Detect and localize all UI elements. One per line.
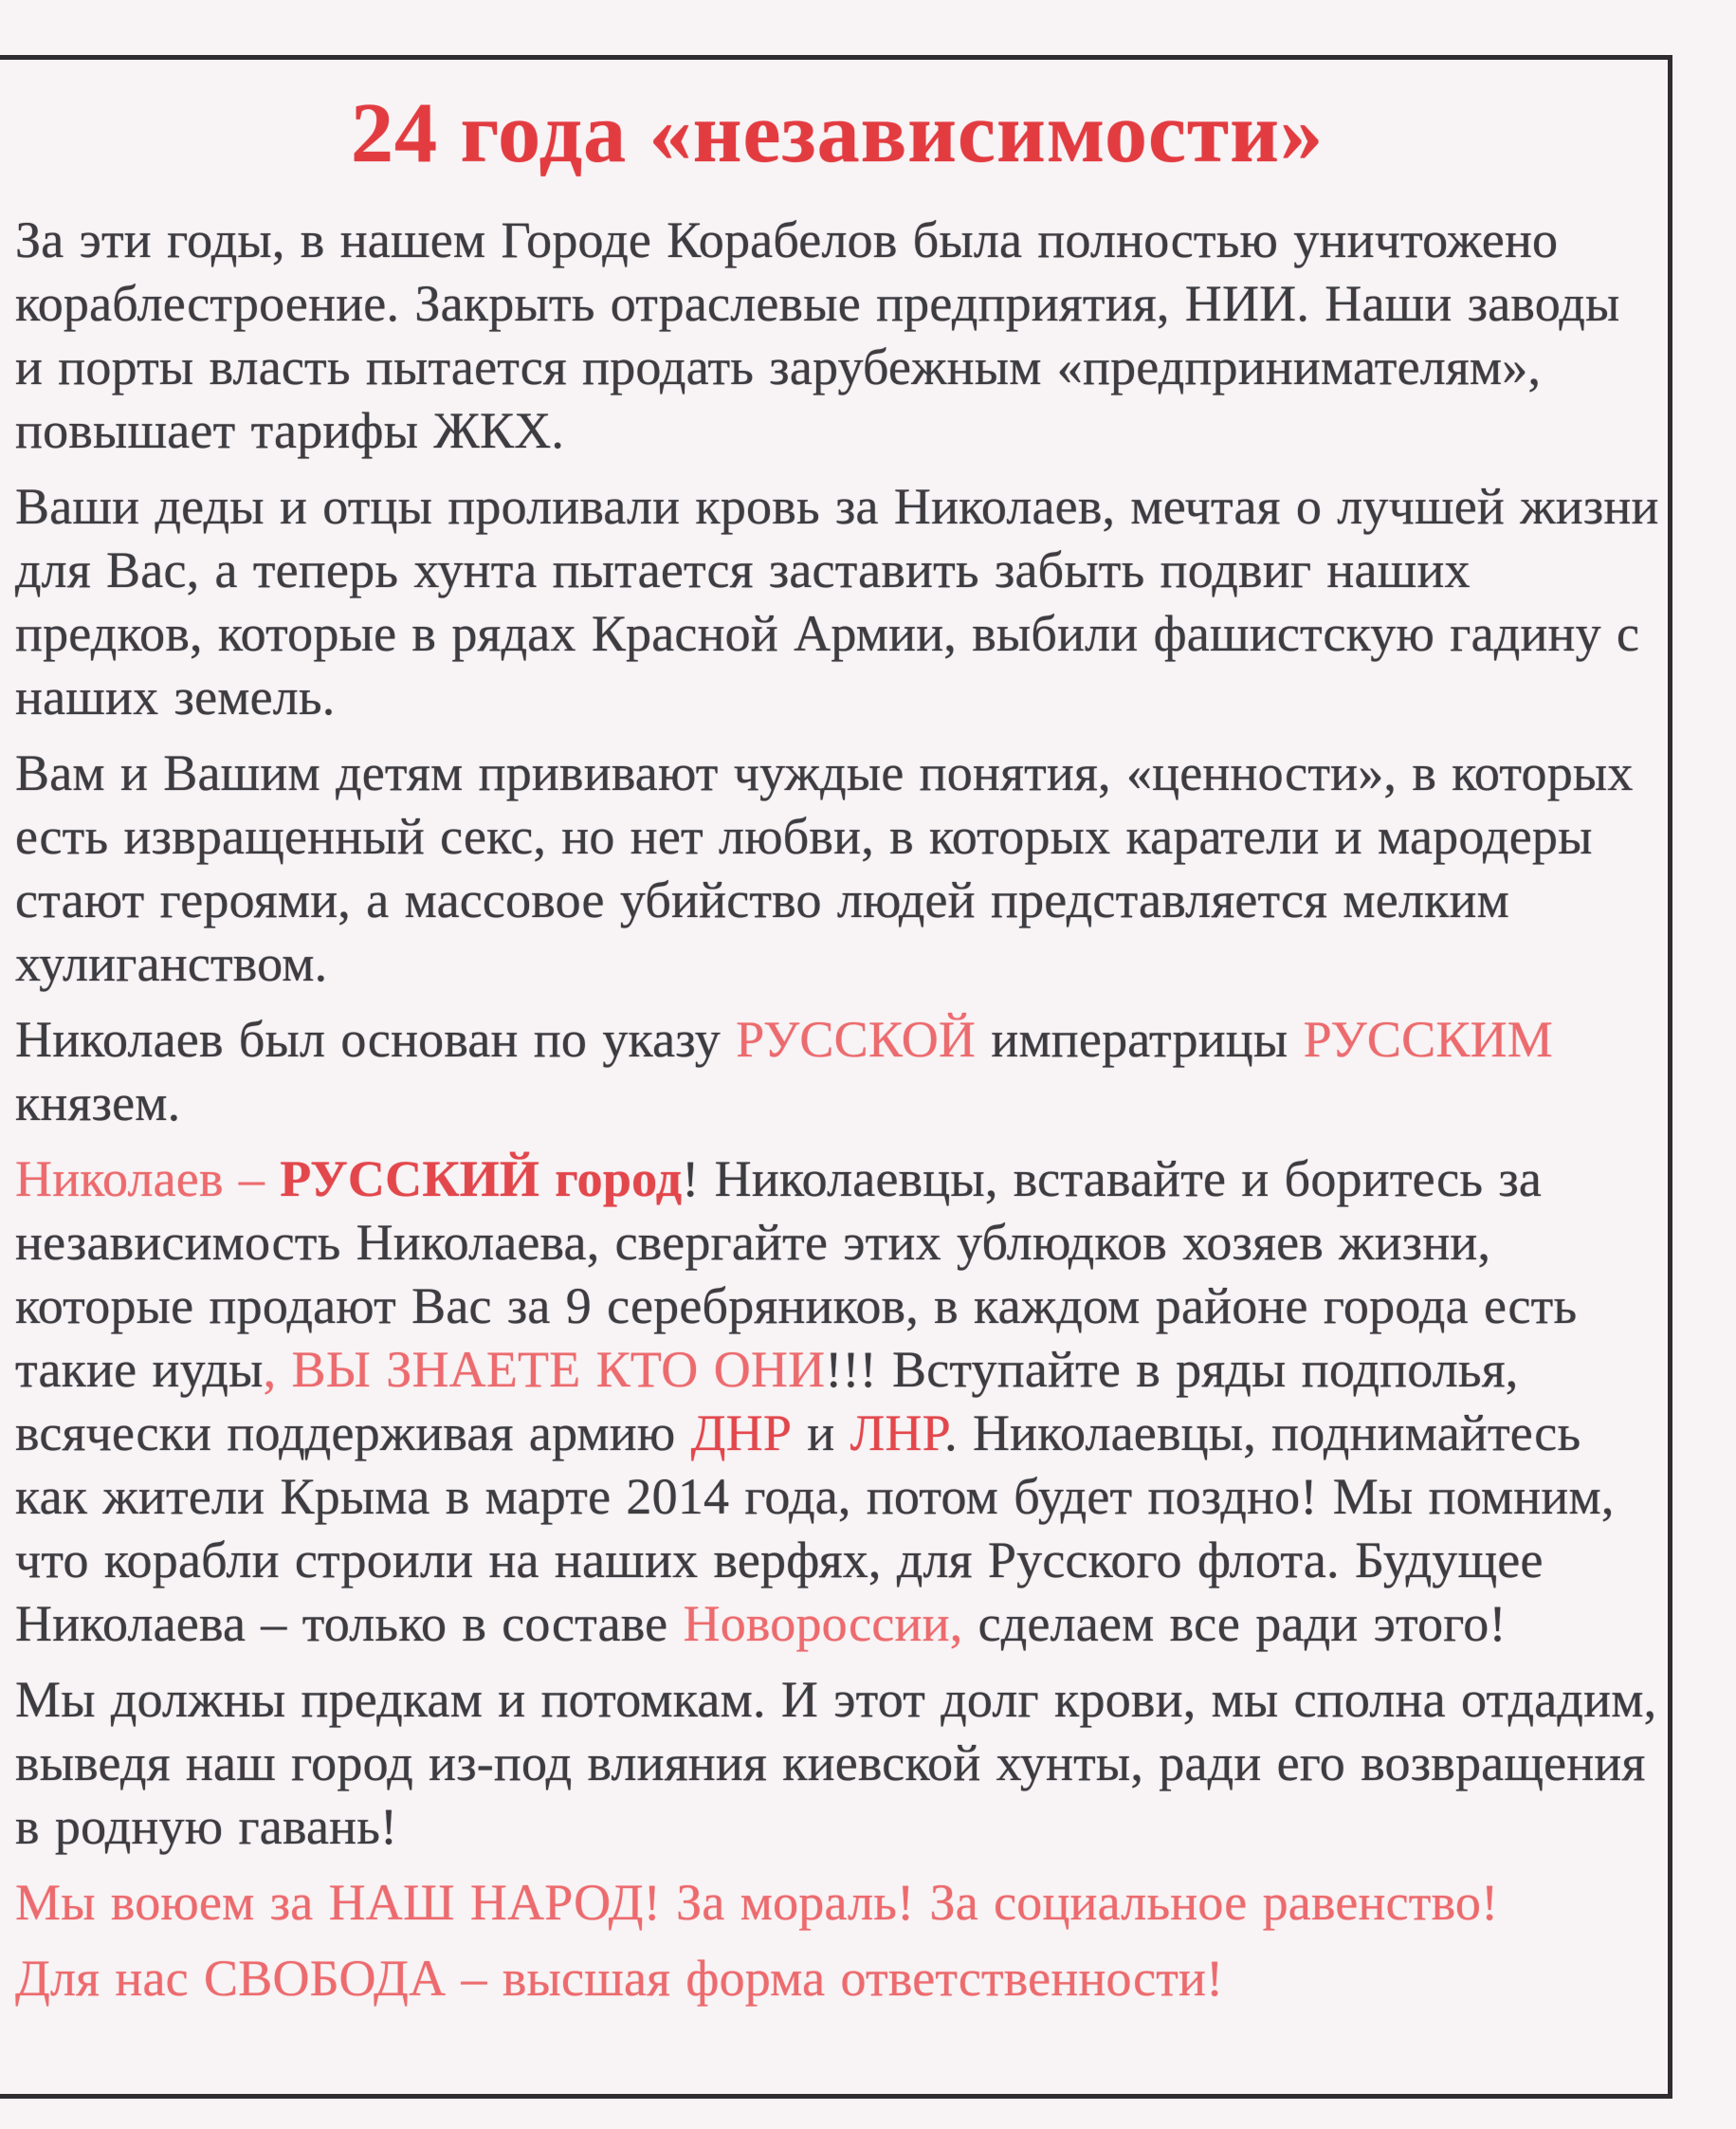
text-run: За эти годы, в нашем Городе Корабелов была полностью уничтожено кораблестроение. Закрыть отраслевые предприятия, НИИ. Наши заводы и порты власть пытается продать зарубежным «предпринимателям», повышает тарифы ЖКХ. xyxy=(15,211,1620,459)
text-run: РУССКИЙ город xyxy=(280,1150,683,1207)
text-run: . Николаевцы, поднимайтесь как жители Крыма в марте 2014 года, потом будет поздно! Мы помним, что корабли строили на наших верфях, для Русского флота. Будущее Николаева – только в составе xyxy=(15,1404,1615,1652)
paragraph xyxy=(15,1947,1659,2010)
document-body xyxy=(15,209,1659,2010)
page-title: 24 года «независимости» xyxy=(351,86,1324,180)
text-run: Вам и Вашим детям прививают чуждые понятия, «ценности», в которых есть извращенный секс, но нет любви, в которых каратели и мародеры стают героями, а массовое убийство людей представляется мелким хулиганством. xyxy=(15,744,1634,992)
paragraph xyxy=(15,1147,1659,1656)
text-run: Мы воюем за НАШ НАРОД! За мораль! За социальное равенство! xyxy=(15,1874,1499,1931)
text-run: РУССКОЙ xyxy=(736,1011,977,1068)
text-run: ЛНР xyxy=(850,1404,945,1461)
text-run: сделаем все ради этого! xyxy=(962,1595,1507,1652)
paragraph xyxy=(15,1668,1659,1859)
text-run: Для нас СВОБОДА – высшая форма ответственности! xyxy=(15,1950,1224,2007)
text-run: Николаев – xyxy=(15,1150,281,1207)
text-run: ! Николаевцы, вставайте и боритесь за независимость Николаева, свергайте этих ублюдков хозяев жизни, которые продают Вас за 9 серебряников, в каждом районе города есть такие иуды xyxy=(15,1150,1578,1398)
paragraph xyxy=(15,1008,1659,1135)
paragraph xyxy=(15,209,1659,463)
text-run: РУССКИМ xyxy=(1303,1011,1553,1068)
text-run: ДНР xyxy=(690,1404,793,1461)
text-run: князем. xyxy=(15,1074,181,1131)
text-run: Николаев был основан по указу xyxy=(15,1011,737,1068)
text-run: !!! Вступайте в ряды подполья, всячески поддерживая армию xyxy=(15,1341,1519,1461)
text-run: Новороссии, xyxy=(683,1595,963,1652)
document-content xyxy=(15,72,1659,2023)
text-run: и xyxy=(792,1404,850,1461)
paragraph xyxy=(15,475,1659,729)
paragraph xyxy=(15,742,1659,996)
text-run: , ВЫ ЗНАЕТЕ КТО ОНИ xyxy=(263,1341,826,1398)
paragraph xyxy=(15,1871,1659,1935)
text-run: императрицы xyxy=(976,1011,1304,1068)
text-run: Мы должны предкам и потомкам. И этот долг крови, мы сполна отдадим, выведя наш город из-под влияния киевской хунты, ради его возвращения в родную гавань! xyxy=(15,1671,1657,1855)
text-run: Ваши деды и отцы проливали кровь за Николаев, мечтая о лучшей жизни для Вас, а теперь хунта пытается заставить забыть подвиг наших предков, которые в рядах Красной Армии, выбили фашистскую гадину с наших земель. xyxy=(15,478,1659,725)
